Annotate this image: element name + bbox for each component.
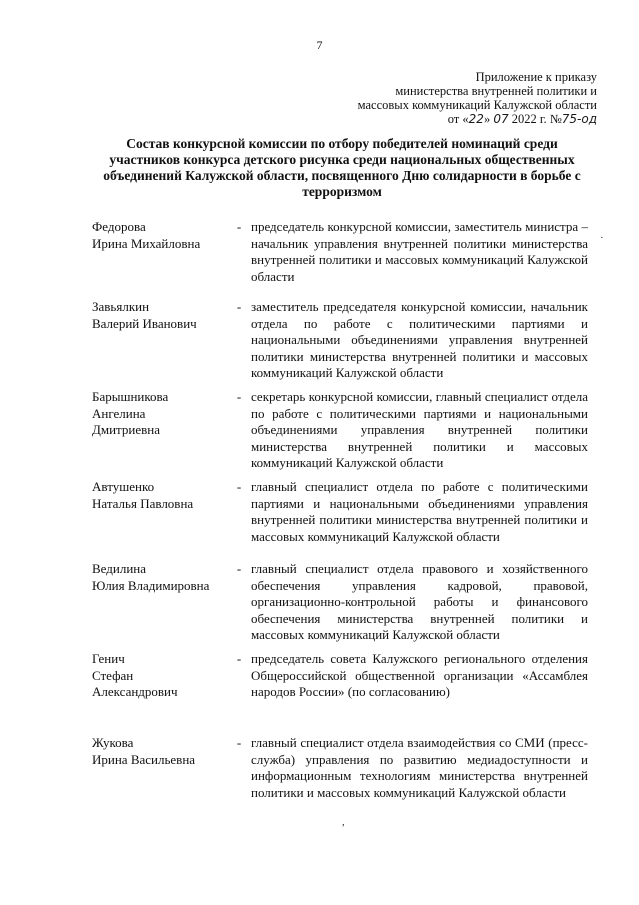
member-name [92,735,232,768]
member-surname: Жукова [92,735,134,750]
member-given-name: Стефан [92,667,134,683]
member-surname: Завьялкин [92,299,150,314]
member-name [92,479,232,512]
member-role: главный специалист отдела взаимодействия со СМИ (пресс-служба) управления по развитию медиадоступности и информационным технологиям министерства внутренней политики и массовых коммуникаций Калужской области [251,735,588,800]
appendix-header [307,70,597,126]
document-title: Состав конкурсной комиссии по отбору победителей номинаций среди участников конкурса детского рисунка среди национальных общественных объединений Калужской области, посвященного Дню солидарности в борьбе с терроризмом [103,136,581,199]
member-surname: Генич [92,651,125,666]
member-name [92,651,232,701]
member-given-name: Ирина Васильевна [92,751,196,767]
appendix-date-line [307,112,597,126]
member-name [92,389,232,439]
member-role: главный специалист отдела по работе с политическими партиями и национальными объединениями управления внутренней политики министерства внутренней политики и массовых коммуникаций Калужской области [251,479,588,544]
member-dash: - [236,219,242,234]
member-surname: Автушенко [92,479,155,494]
member-given-name: Наталья Павловна [92,495,194,511]
member-surname: Барышникова [92,389,169,404]
member-given-name: Валерий Иванович [92,315,197,331]
date-mid: » [483,112,491,126]
member-role: главный специалист отдела правового и хозяйственного обеспечения управления кадровой, правовой, организационно-контрольной работы и финансового обеспечения министерства внутренней политики и массовых коммуникаций Калужской области [251,561,588,642]
member-dash: - [236,651,242,666]
scan-mark: · [600,232,604,244]
member-dash: - [236,389,242,404]
appendix-line-2: министерства внутренней политики и [395,84,597,98]
member-given-name: Ангелина [92,405,146,421]
date-year: 2022 г. [508,112,547,126]
date-day-handwritten: 22 [468,112,484,126]
member-patronymic: Дмитриевна [92,422,160,437]
member-role: заместитель председателя конкурсной комиссии, начальник отдела по работе с политическими партиями и национальными объединениями управления внутренней политики министерства внутренней политики и массовых коммуникаций Калужской области [251,299,588,380]
member-dash: - [236,735,242,750]
member-role: председатель конкурсной комиссии, заместитель министра – начальник управления внутренней политики министерства внутренней политики и массовых коммуникаций Калужской области [251,219,588,284]
member-dash: - [236,479,242,494]
date-prefix: от « [447,112,469,126]
order-number-handwritten: 75-од [561,112,597,126]
member-surname: Ведилина [92,561,147,576]
page-number: 7 [316,38,323,52]
member-role: секретарь конкурсной комиссии, главный специалист отдела по работе с политическими партиями и национальными объединениями управления внутренней политики министерства внутренней политики и массовых коммуникаций Калужской области [251,389,588,470]
member-dash: - [236,561,242,576]
appendix-line-1: Приложение к приказу [475,70,597,84]
appendix-line-3: массовых коммуникаций Калужской области [357,98,597,112]
number-prefix: № [546,112,562,126]
member-surname: Федорова [92,219,146,234]
member-name [92,299,232,332]
member-dash: - [236,299,242,314]
member-name [92,219,232,252]
member-given-name: Ирина Михайловна [92,235,201,251]
member-patronymic: Александрович [92,684,178,699]
member-name [92,561,232,594]
scan-mark: , [342,816,345,828]
member-role: председатель совета Калужского регионального отделения Общероссийской общественной организации «Ассамблея народов России» (по согласованию) [251,651,588,699]
member-given-name: Юлия Владимировна [92,577,210,593]
date-month-handwritten: 07 [493,112,509,126]
